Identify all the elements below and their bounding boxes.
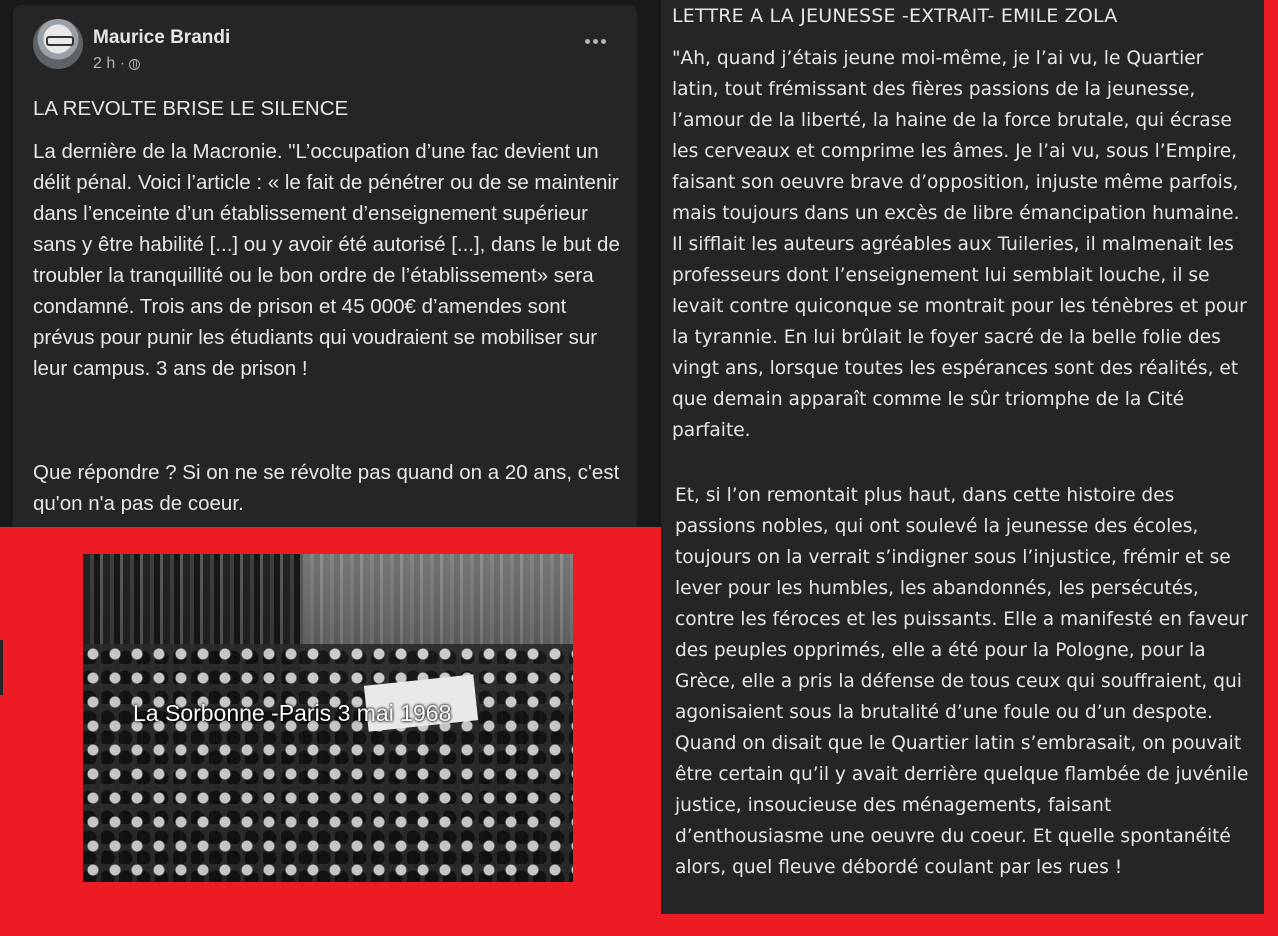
sorbonne-1968-photo[interactable]	[83, 554, 573, 882]
letter-paragraph-1: "Ah, quand j’étais jeune moi-même, je l’ai vu, le Quartier latin, tout frémissant des fières passions de la jeunesse, l’amour de la liberté, la haine de la force brutale, qui écrase les cerveaux et comprime les âmes. Je l’ai vu, sous l’Empire, faisant son oeuvre brave d’opposition, injuste même parfois, mais toujours dans un excès de libre émancipation humaine. Il sifflait les auteurs agréables aux Tuileries, il malmenait les professeurs dont l’enseignement lui semblait louche, il se levait contre quiconque se montrait pour les ténèbres et pour la tyrannie. En lui brûlait le foyer sacré de la belle folie des vingt ans, lorsque toutes les espérances sont des réalités, et que demain apparaît comme le sûr triomphe de la Cité parfaite.	[672, 48, 1247, 441]
avatar[interactable]	[33, 19, 83, 69]
photo-crowd	[83, 644, 573, 882]
author-name[interactable]: Maurice Brandi	[93, 27, 231, 48]
post-title: LA REVOLTE BRISE LE SILENCE	[33, 97, 349, 120]
letter-paragraph-2: Et, si l’on remontait plus haut, dans cette histoire des passions nobles, qui ont soulevé la jeunesse des écoles, toujours on la verrait s’indigner sous l’injustice, frémir et se lever pour les humbles, les abandonnés, les persécutés, contre les féroces et les puissants. Elle a manifesté en faveur des peuples opprimés, elle a été pour la Pologne, pour la Grèce, elle a pris la défense de tous ceux qui souffraient, qui agonisaient sous la brutalité d’une foule ou d’un despote. Quand on disait que le Quartier latin s’embrasait, on pouvait être certain qu’il y avait derrière quelque flambée de juvénile justice, insoucieuse des ménagements, faisant d’enthousiasme une oeuvre du coeur. Et quelle spontanéité alors, quel fleuve débordé coulant par les rues !	[675, 485, 1249, 878]
facebook-post-card	[13, 5, 637, 527]
letter-title: LETTRE A LA JEUNESSE -EXTRAIT- EMILE ZOLA	[672, 5, 1118, 27]
more-options-icon[interactable]	[581, 31, 609, 51]
red-background-right	[1264, 0, 1278, 936]
post-paragraph-1: La dernière de la Macronie. "L’occupation d’une fac devient un délit pénal. Voici l’article : « le fait de pénétrer ou de se maintenir dans l’enceinte d’un établissement d’enseignement supérieur sans y être habilité [...] ou y avoir été autorisé [...], dans le but de troubler la tranquillité ou le bon ordre de l’établissement» sera condamné. Trois ans de prison et 45 000€ d’amendes sont prévus pour punir les étudiants qui voudraient se mobiliser sur leur campus. 3 ans de prison !	[33, 140, 620, 380]
post-paragraph-2: Que répondre ? Si on ne se révolte pas quand on a 20 ans, c'est qu'on n'a pas de coeur.	[33, 461, 620, 515]
photo-caption: La Sorbonne -Paris 3 mai 1968	[133, 700, 452, 726]
globe-icon[interactable]	[129, 59, 140, 70]
left-edge-fragment	[0, 640, 3, 695]
letter-panel	[661, 0, 1264, 914]
red-background-under-letter	[661, 914, 1278, 936]
post-meta	[93, 55, 140, 73]
post-time[interactable]: 2 h ·	[93, 55, 126, 72]
